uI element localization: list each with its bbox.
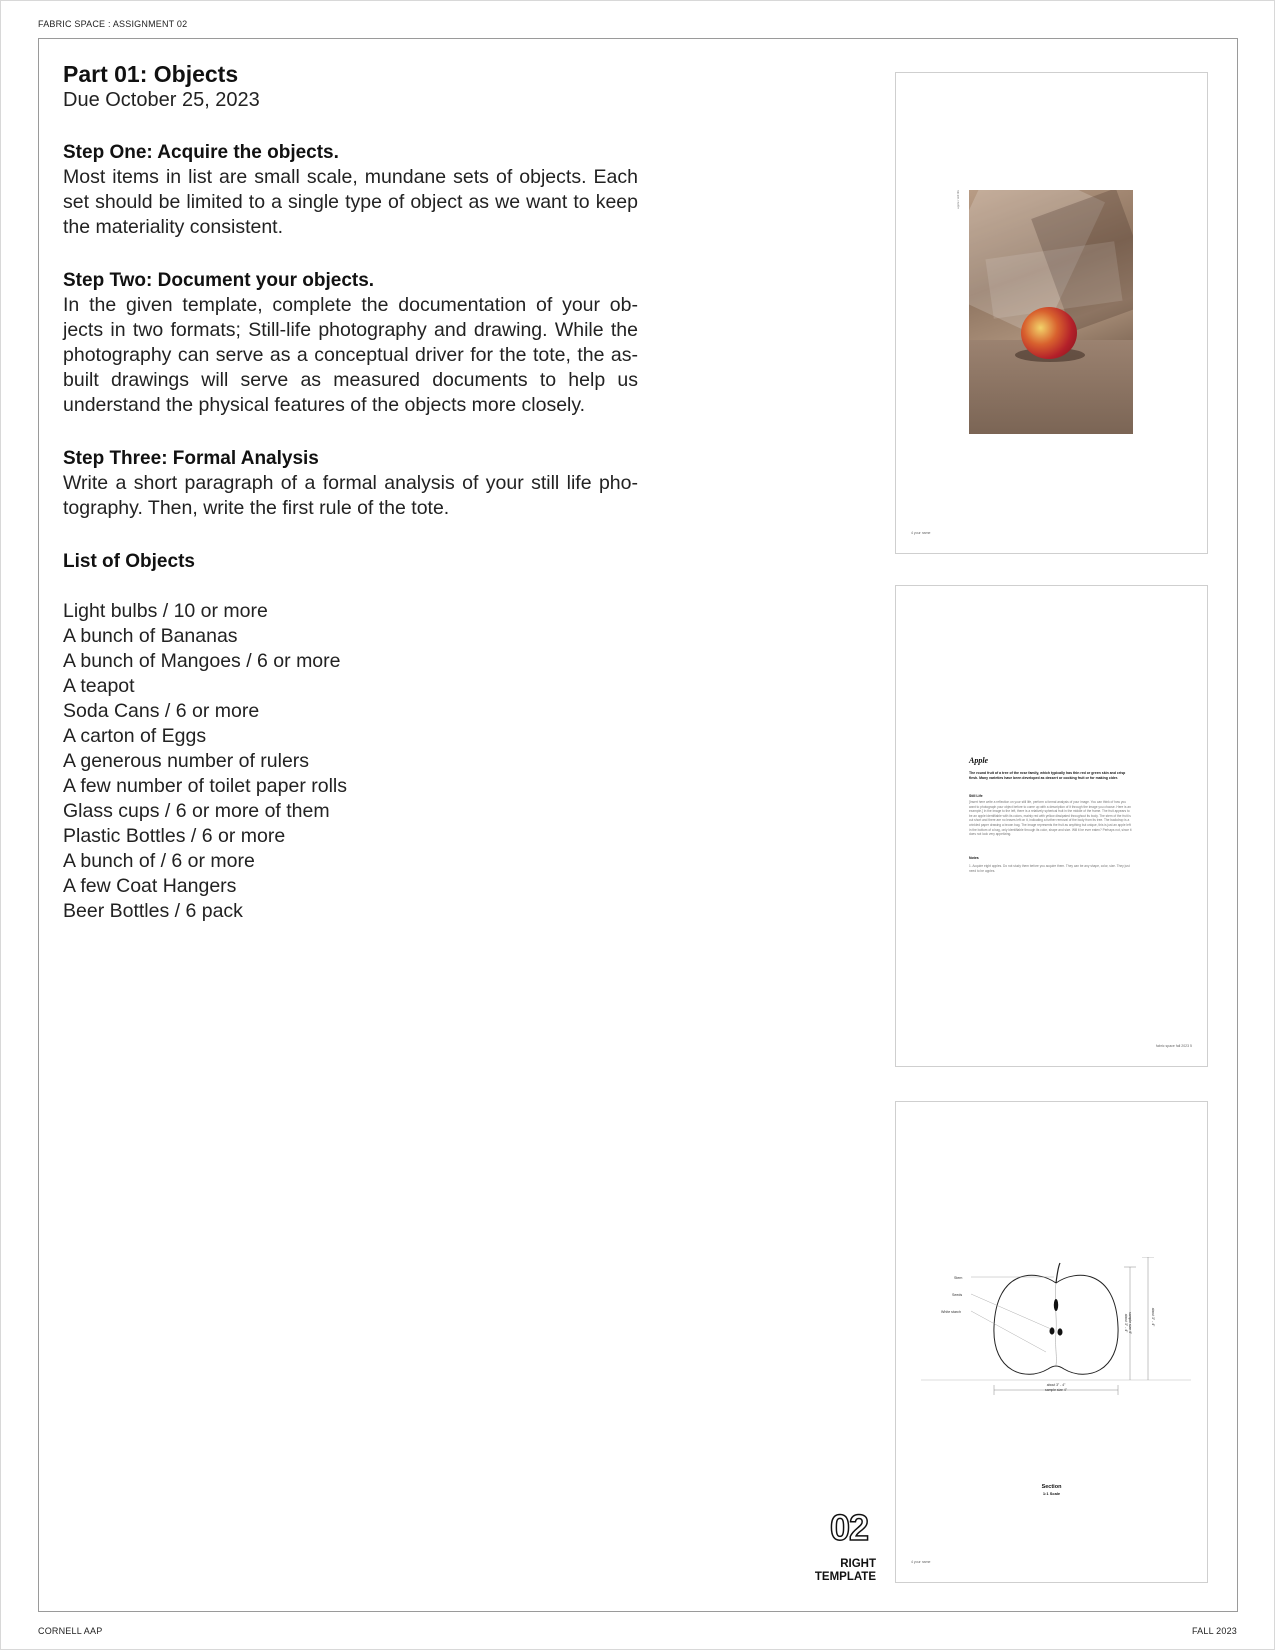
step-two <box>63 268 638 418</box>
page-footer: 4 your name <box>911 1560 931 1564</box>
side-label-line: TEMPLATE <box>814 1571 876 1583</box>
list-item: A bunch of / 6 or more <box>63 850 255 872</box>
footer-left: CORNELL AAP <box>38 1626 103 1636</box>
photo-caption: apple / still life <box>956 190 960 209</box>
step-heading: Step Three: Formal Analysis <box>63 448 319 469</box>
notes-text: 1. Acquire eight apples. Do not study them before you acquire them. They can be any shape, color, size. They just need to be apples. <box>969 864 1130 873</box>
list-title: List of Objects <box>63 551 195 572</box>
page-number: 02 <box>830 1507 869 1548</box>
list-item: Soda Cans / 6 or more <box>63 700 260 722</box>
height-dimension-sample: sample size 4" <box>1128 1312 1132 1334</box>
object-list <box>63 599 638 924</box>
notes-heading: Notes <box>969 856 979 860</box>
width-dimension-sample: sample size 4" <box>1045 1388 1067 1392</box>
still-life-text: [Insert here write a reflection on your still life, perform a formal analysis of your image. You can think of how you want to photograph your object before to come up with a description of it through the image you choose. Here is an example.] In the image to the left, there is a relatively spherical fruit in the middle of the frame. The fruit appears to be an apple identifiable with its colors, mainly red with yellow dissipated throughout its body. The stem of the fruit is cut short and there are no leaves left on it, indicating a further removal of the body from its tree. The backdrop is a crinkled paper drawing a brown bag. The image represents the fruit as anything but unique, this is just an apple left in the bottom of a bag, only identifiable through its color, shape and size. Will it be ever eaten? Perhaps not, since it does not look very appetizing. <box>969 800 1132 837</box>
template-page-photo <box>895 72 1208 554</box>
list-item: A few number of toilet paper rolls <box>63 775 347 797</box>
page-title: Part 01: Objects <box>63 61 239 87</box>
page-footer: fabric space fall 2023 5 <box>1156 1044 1192 1048</box>
template-page-text <box>895 585 1208 1067</box>
section-scale: 1:1 Scale <box>1042 1491 1061 1496</box>
list-item: A carton of Eggs <box>63 725 207 747</box>
footer-right: FALL 2023 <box>1191 1626 1237 1636</box>
list-item: A generous number of rulers <box>63 750 310 772</box>
overall-height-dimension: about 3" - 4" <box>1151 1307 1155 1327</box>
width-dimension: about 3" - 4" <box>1046 1383 1066 1387</box>
template-side-label <box>815 1558 876 1584</box>
list-item: A bunch of Bananas <box>63 625 238 647</box>
callout-seeds: Seeds <box>952 1293 963 1297</box>
list-item: A few Coat Hangers <box>63 875 237 897</box>
step-body: Write a short paragraph of a formal analysis of your still life pho-tography. Then, write the first rule of the tote. <box>63 472 638 519</box>
side-label-line: RIGHT <box>840 1558 876 1570</box>
step-heading: Step Two: Document your objects. <box>63 270 375 291</box>
running-head: FABRIC SPACE : ASSIGNMENT 02 <box>38 19 188 29</box>
callout-stem: Stem <box>954 1276 963 1280</box>
apple-section-drawing <box>916 1257 1196 1397</box>
step-body: Most items in list are small scale, mundane sets of objects. Each set should be limited to a single type of object as we want to keep the materiality consistent. <box>63 166 638 238</box>
list-item: Plastic Bottles / 6 or more <box>63 825 286 847</box>
due-date: Due October 25, 2023 <box>63 89 260 111</box>
template-page-drawing <box>895 1101 1208 1583</box>
list-item: A bunch of Mangoes / 6 or more <box>63 650 341 672</box>
step-three <box>63 446 638 521</box>
assignment-text <box>63 60 638 924</box>
step-one <box>63 140 638 240</box>
list-item: Glass cups / 6 or more of them <box>63 800 330 822</box>
callout-white-starch: White starch <box>941 1310 961 1314</box>
section-label: Section <box>1041 1484 1062 1490</box>
object-definition: The round fruit of a tree of the rose family, which typically has thin red or green skin and crisp flesh. Many varieties have been developed as dessert or cooking fruit or for making cider. <box>969 771 1126 780</box>
list-item: A teapot <box>63 675 135 697</box>
height-dimension: about 3" - 4" <box>1124 1313 1128 1333</box>
step-body: In the given template, complete the documentation of your ob-jects in two formats; Still-life photography and drawing. While the photography can serve as a conceptual driver for the tote, the as-built drawings will serve as measured documents to help us understand the physical features of the objects more closely. <box>63 294 638 416</box>
still-life-photo <box>969 190 1133 434</box>
still-life-heading: Still Life <box>969 794 983 798</box>
step-heading: Step One: Acquire the objects. <box>63 142 339 163</box>
page-footer: 4 your name <box>911 531 931 535</box>
object-title: Apple <box>969 756 989 765</box>
apple-image <box>1021 307 1077 359</box>
list-item: Light bulbs / 10 or more <box>63 600 268 622</box>
list-item: Beer Bottles / 6 pack <box>63 900 243 922</box>
